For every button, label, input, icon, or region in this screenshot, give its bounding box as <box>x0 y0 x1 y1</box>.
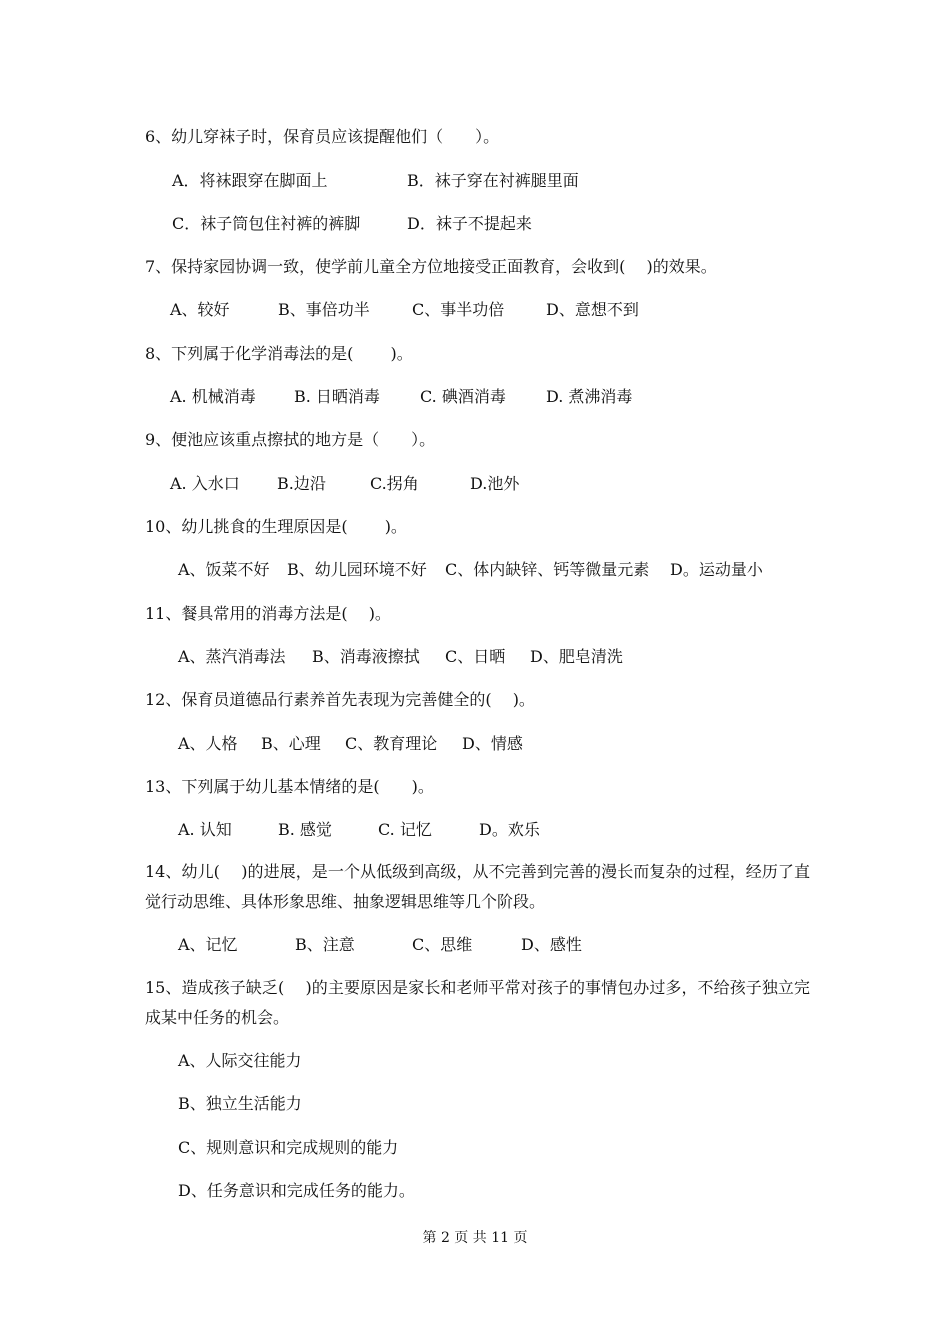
question-8-option-c: C. 碘酒消毒 <box>420 387 506 406</box>
question-6-option-d: D．袜子不提起来 <box>407 214 532 233</box>
question-15-option-a: A、人际交往能力 <box>178 1051 302 1070</box>
question-10-option-d: D。运动量小 <box>670 560 763 579</box>
question-11-stem: 11、餐具常用的消毒方法是( )。 <box>145 604 391 623</box>
question-7-option-d: D、意想不到 <box>546 300 639 319</box>
question-11-option-d: D、肥皂清洗 <box>530 647 623 666</box>
question-14-option-a: A、记忆 <box>178 935 238 954</box>
question-14-option-c: C、思维 <box>412 935 473 954</box>
question-13-option-b: B. 感觉 <box>278 820 332 839</box>
question-7-option-a: A、较好 <box>170 300 230 319</box>
question-6-option-a: A．将袜跟穿在脚面上 <box>172 171 328 190</box>
question-8-option-d: D. 煮沸消毒 <box>546 387 633 406</box>
question-9-option-c: C.拐角 <box>370 474 419 493</box>
page-number-footer: 第 2 页 共 11 页 <box>422 1230 528 1246</box>
question-6-option-b: B．袜子穿在衬裤腿里面 <box>407 171 579 190</box>
question-12-option-c: C、教育理论 <box>345 734 438 753</box>
question-10-option-c: C、体内缺锌、钙等微量元素 <box>445 560 650 579</box>
question-8-option-b: B. 日晒消毒 <box>294 387 380 406</box>
question-8-option-a: A. 机械消毒 <box>170 387 256 406</box>
question-13-option-a: A. 认知 <box>178 820 232 839</box>
question-6-option-c: C．袜子筒包住衬裤的裤脚 <box>172 214 361 233</box>
question-10-option-b: B、幼儿园环境不好 <box>287 560 427 579</box>
question-11-option-b: B、消毒液擦拭 <box>312 647 420 666</box>
question-13-option-c: C. 记忆 <box>378 820 432 839</box>
question-9-option-a: A. 入水口 <box>170 474 240 493</box>
question-13-option-d: D。欢乐 <box>479 820 540 839</box>
question-9-option-d: D.池外 <box>470 474 520 493</box>
question-7-stem: 7、保持家园协调一致，使学前儿童全方位地接受正面教育，会收到( )的效果。 <box>145 257 717 276</box>
question-11-option-a: A、蒸汽消毒法 <box>178 647 286 666</box>
question-8-stem: 8、下列属于化学消毒法的是( )。 <box>145 344 413 363</box>
question-15-option-b: B、独立生活能力 <box>178 1094 302 1113</box>
question-10-stem: 10、幼儿挑食的生理原因是( )。 <box>145 517 407 536</box>
question-7-option-c: C、事半功倍 <box>412 300 505 319</box>
question-7-option-b: B、事倍功半 <box>278 300 370 319</box>
question-10-option-a: A、饭菜不好 <box>178 560 270 579</box>
question-9-option-b: B.边沿 <box>277 474 326 493</box>
question-15-stem: 15、造成孩子缺乏( )的主要原因是家长和老师平常对孩子的事情包办过多，不给孩子独立完成某中任务的机会。 <box>145 978 810 1027</box>
question-11-option-c: C、日晒 <box>445 647 506 666</box>
question-9-stem: 9、便池应该重点擦拭的地方是（ ）。 <box>145 430 436 449</box>
question-13-stem: 13、下列属于幼儿基本情绪的是( )。 <box>145 777 434 796</box>
question-6-stem: 6、幼儿穿袜子时，保育员应该提醒他们（ ）。 <box>145 127 500 146</box>
question-12-option-a: A、人格 <box>178 734 238 753</box>
question-12-option-b: B、心理 <box>261 734 321 753</box>
question-14-stem: 14、幼儿( )的进展，是一个从低级到高级，从不完善到完善的漫长而复杂的过程，经历了直觉行动思维、具体形象思维、抽象逻辑思维等几个阶段。 <box>145 862 810 911</box>
question-15-option-d: D、任务意识和完成任务的能力。 <box>178 1181 415 1200</box>
question-12-stem: 12、保育员道德品行素养首先表现为完善健全的( )。 <box>145 690 535 709</box>
question-14-option-b: B、注意 <box>295 935 355 954</box>
question-15-option-c: C、规则意识和完成规则的能力 <box>178 1138 399 1157</box>
question-12-option-d: D、情感 <box>462 734 523 753</box>
question-14-option-d: D、感性 <box>521 935 582 954</box>
